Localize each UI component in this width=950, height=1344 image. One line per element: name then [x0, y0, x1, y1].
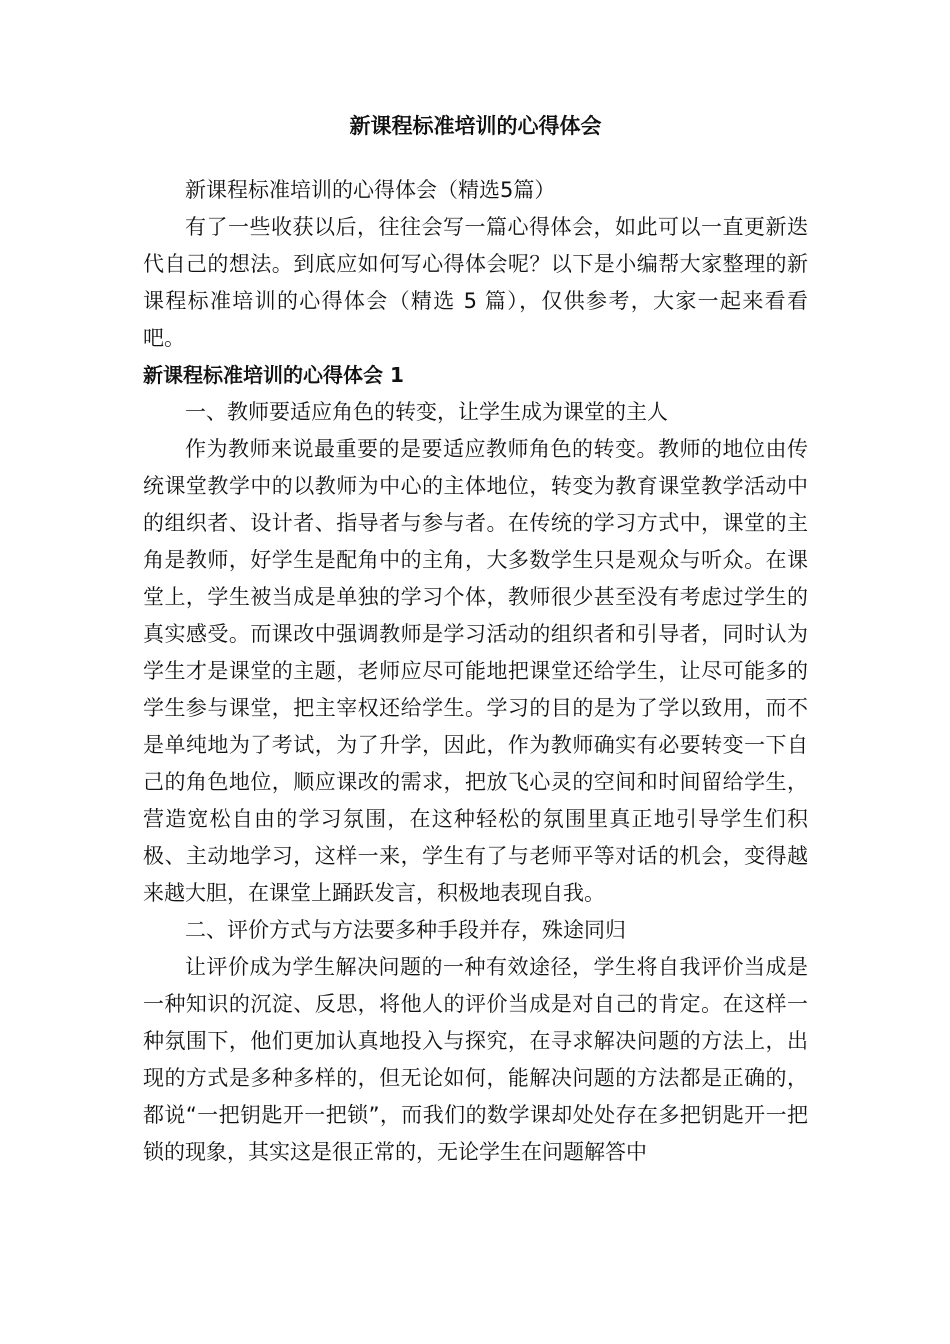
- subtitle-paragraph: 新课程标准培训的心得体会（精选5篇）: [185, 178, 556, 202]
- document-title: 新课程标准培训的心得体会: [349, 114, 602, 138]
- point-2-title: 二、评价方式与方法要多种手段并存，殊途同归: [185, 918, 626, 942]
- document-body: [143, 172, 808, 1171]
- point-1-title: 一、教师要适应角色的转变，让学生成为课堂的主人: [185, 400, 668, 424]
- point-1-body: 作为教师来说最重要的是要适应教师角色的转变。教师的地位由传统课堂教学中的以教师为中心的主体地位，转变为教育课堂教学活动中的组织者、设计者、指导者与参与者。在传统的学习方式中，课堂的主角是教师，好学生是配角中的主角，大多数学生只是观众与听众。在课堂上，学生被当成是单独的学习个体，教师很少甚至没有考虑过学生的真实感受。而课改中强调教师是学习活动的组织者和引导者，同时认为学生才是课堂的主题，老师应尽可能地把课堂还给学生，让尽可能多的学生参与课堂，把主宰权还给学生。学习的目的是为了学以致用，而不是单纯地为了考试，为了升学，因此，作为教师确实有必要转变一下自己的角色地位，顺应课改的需求，把放飞心灵的空间和时间留给学生，营造宽松自由的学习氛围，在这种轻松的氛围里真正地引导学生们积极、主动地学习，这样一来，学生有了与老师平等对话的机会，变得越来越大胆，在课堂上踊跃发言，积极地表现自我。: [143, 437, 808, 905]
- section-heading: 新课程标准培训的心得体会 1: [143, 363, 404, 387]
- intro-paragraph: 有了一些收获以后，往往会写一篇心得体会，如此可以一直更新迭代自己的想法。到底应如何写心得体会呢？以下是小编帮大家整理的新课程标准培训的心得体会（精选 5 篇），仅供参考，大家一起来看看吧。: [143, 215, 808, 350]
- point-2-body: 让评价成为学生解决问题的一种有效途径，学生将自我评价当成是一种知识的沉淀、反思，将他人的评价当成是对自己的肯定。在这样一种氛围下，他们更加认真地投入与探究，在寻求解决问题的方法上，出现的方式是多种多样的，但无论如何，能解决问题的方法都是正确的，都说“一把钥匙开一把锁”，而我们的数学课却处处存在多把钥匙开一把锁的现象，其实这是很正常的，无论学生在问题解答中: [143, 955, 808, 1164]
